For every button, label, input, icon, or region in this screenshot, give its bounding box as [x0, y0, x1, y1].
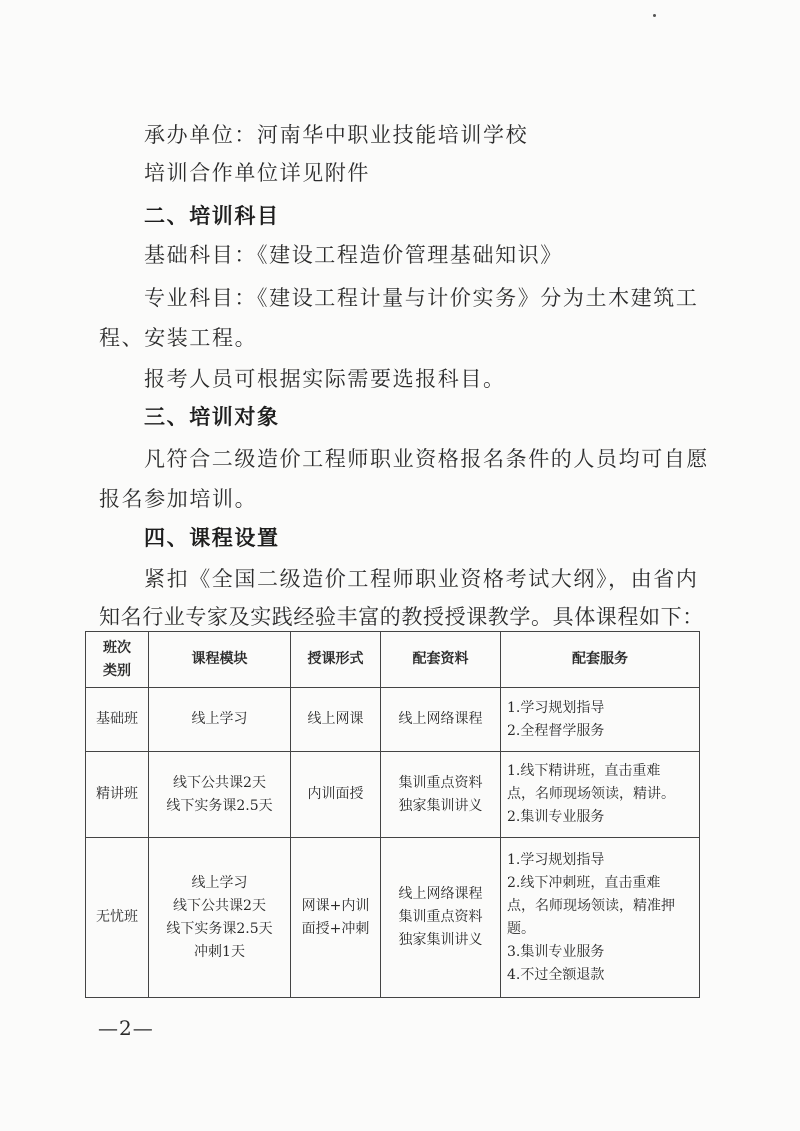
cell-module: 线上学习 [149, 688, 291, 752]
cell-format: 线上网课 [291, 688, 381, 752]
major-subject-line2: 程、安装工程。 [99, 326, 258, 350]
choose-subject-line: 报考人员可根据实际需要选报科目。 [144, 367, 506, 391]
header-module: 课程模块 [149, 632, 291, 688]
section2-heading: 二、培训科目 [144, 204, 280, 228]
basic-subject-line: 基础科目：《建设工程造价管理基础知识》 [144, 243, 563, 267]
cell-format: 网课+内训 面授+冲刺 [291, 838, 381, 998]
table-header-row [86, 632, 700, 688]
major-subject-line1: 专业科目：《建设工程计量与计价实务》分为土木建筑工 [144, 286, 699, 310]
header-materials: 配套资料 [381, 632, 501, 688]
header-class-type: 班次 类别 [86, 632, 149, 688]
section3-heading: 三、培训对象 [144, 405, 280, 429]
course-table [85, 631, 700, 998]
cell-materials: 集训重点资料 独家集训讲义 [381, 752, 501, 838]
course-intro-line1: 紧扣《全国二级造价工程师职业资格考试大纲》，由省内 [144, 567, 699, 591]
speck-mark [653, 14, 656, 17]
target-line1: 凡符合二级造价工程师职业资格报名条件的人员均可自愿 [144, 447, 709, 471]
cell-services: 1.线下精讲班，直击重难 点，名师现场领读，精讲。 2.集训专业服务 [501, 752, 700, 838]
organizer-line: 承办单位：河南华中职业技能培训学校 [144, 123, 529, 147]
cell-format: 内训面授 [291, 752, 381, 838]
cell-services: 1.学习规划指导 2.线下冲刺班，直击重难 点，名师现场领读，精准押 题。 3.集训专业服务 4.不过全额退款 [501, 838, 700, 998]
section4-heading: 四、课程设置 [144, 526, 280, 550]
cell-module: 线下公共课2天 线下实务课2.5天 [149, 752, 291, 838]
header-format: 授课形式 [291, 632, 381, 688]
cell-class-type: 精讲班 [86, 752, 149, 838]
cell-class-type: 基础班 [86, 688, 149, 752]
cell-module: 线上学习 线下公共课2天 线下实务课2.5天 冲刺1天 [149, 838, 291, 998]
course-intro-line2: 知名行业专家及实践经验丰富的教授授课教学。具体课程如下： [99, 605, 704, 629]
cell-class-type: 无忧班 [86, 838, 149, 998]
page-number: —2— [98, 1016, 154, 1040]
table-row [86, 688, 700, 752]
header-services: 配套服务 [501, 632, 700, 688]
target-line2: 报名参加培训。 [99, 487, 258, 511]
cell-materials: 线上网络课程 集训重点资料 独家集训讲义 [381, 838, 501, 998]
table-row [86, 752, 700, 838]
cell-materials: 线上网络课程 [381, 688, 501, 752]
cell-services: 1.学习规划指导 2.全程督学服务 [501, 688, 700, 752]
partners-line: 培训合作单位详见附件 [144, 161, 370, 185]
table-row [86, 838, 700, 998]
